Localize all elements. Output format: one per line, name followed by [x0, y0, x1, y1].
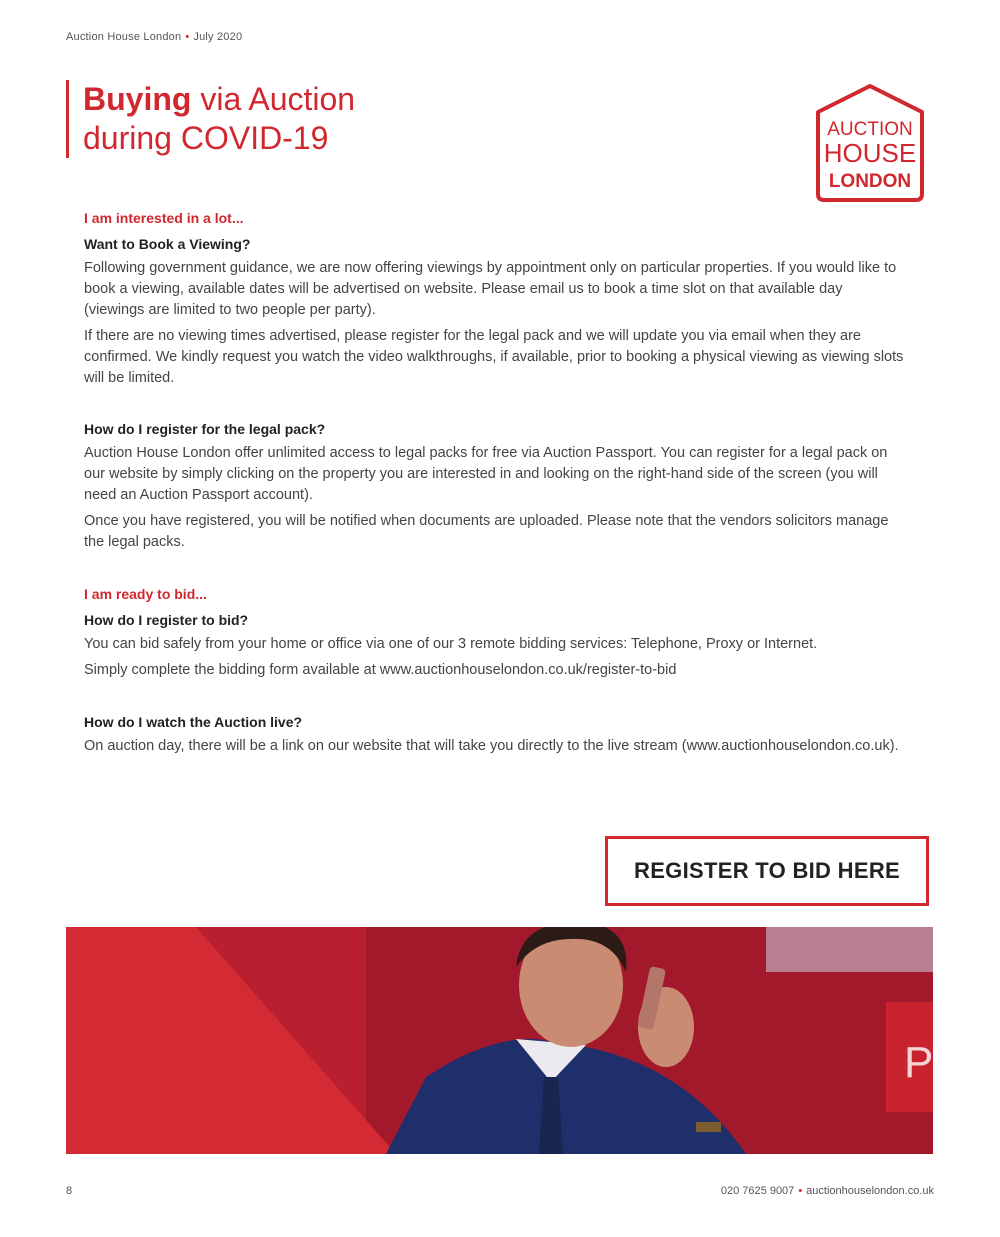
auction-house-london-logo — [808, 80, 933, 205]
page-number: 8 — [66, 1185, 73, 1197]
section-kicker: I am ready to bid... — [84, 586, 207, 602]
publication-date: July 2020 — [193, 31, 243, 43]
svg-text:LONDON: LONDON — [828, 171, 912, 192]
main-content — [84, 210, 904, 757]
question-heading: How do I register for the legal pack? — [84, 421, 326, 437]
title-bold: Buying — [83, 81, 192, 117]
paragraph: You can bid safely from your home or office via one of our 3 remote bidding services: Telephone, Proxy or Internet. — [84, 636, 818, 652]
auctioneer-on-phone-photo — [66, 927, 933, 1154]
website-link[interactable]: auctionhouselondon.co.uk — [806, 1185, 934, 1197]
running-header — [66, 31, 242, 43]
paragraph: Simply complete the bidding form available at www.auctionhouselondon.co.uk/register-to-bid — [84, 662, 677, 678]
svg-text:AUCTION: AUCTION — [827, 119, 913, 140]
phone-number: 020 7625 9007 — [720, 1185, 795, 1197]
title-rest: via Auction — [191, 81, 356, 117]
question-heading: Want to Book a Viewing? — [84, 236, 251, 252]
svg-text:HOUSE: HOUSE — [823, 138, 917, 168]
title-line2: during COVID-19 — [83, 120, 329, 156]
question-heading: How do I watch the Auction live? — [84, 714, 303, 730]
footer-contact — [721, 1185, 934, 1197]
publication-name: Auction House London — [66, 31, 182, 43]
separator-dot: • — [185, 31, 190, 43]
paragraph: Auction House London offer unlimited access to legal packs for free via Auction Passport. You can register for a legal pack on our website by simply clicking on the property you are interested in and looking on the right-hand side of the screen (you will need an Auction Passport account). — [84, 445, 888, 503]
question-heading: How do I register to bid? — [84, 612, 249, 628]
paragraph: If there are no viewing times advertised, please register for the legal pack and we will update you via email when they are confirmed. We kindly request you watch the video walkthroughs, if available, prior to booking a physical viewing as viewing slots will be limited. — [84, 328, 904, 386]
paragraph: On auction day, there will be a link on our website that will take you directly to the live stream (www.auctionhouselondon.co.uk). — [84, 738, 899, 754]
section-kicker: I am interested in a lot... — [84, 210, 244, 226]
svg-text:P: P — [904, 1038, 933, 1087]
paragraph: Once you have registered, you will be notified when documents are uploaded. Please note that the vendors solicitors manage the legal packs. — [84, 513, 889, 550]
register-to-bid-button[interactable]: REGISTER TO BID HERE — [605, 836, 929, 906]
paragraph: Following government guidance, we are now offering viewings by appointment only on particular properties. If you would like to book a viewing, available dates will be advertised on website. Please email us to book a time slot on that available day (viewings are limited to two people per party). — [84, 260, 897, 318]
page-title — [66, 80, 355, 158]
separator-dot: • — [798, 1185, 803, 1197]
